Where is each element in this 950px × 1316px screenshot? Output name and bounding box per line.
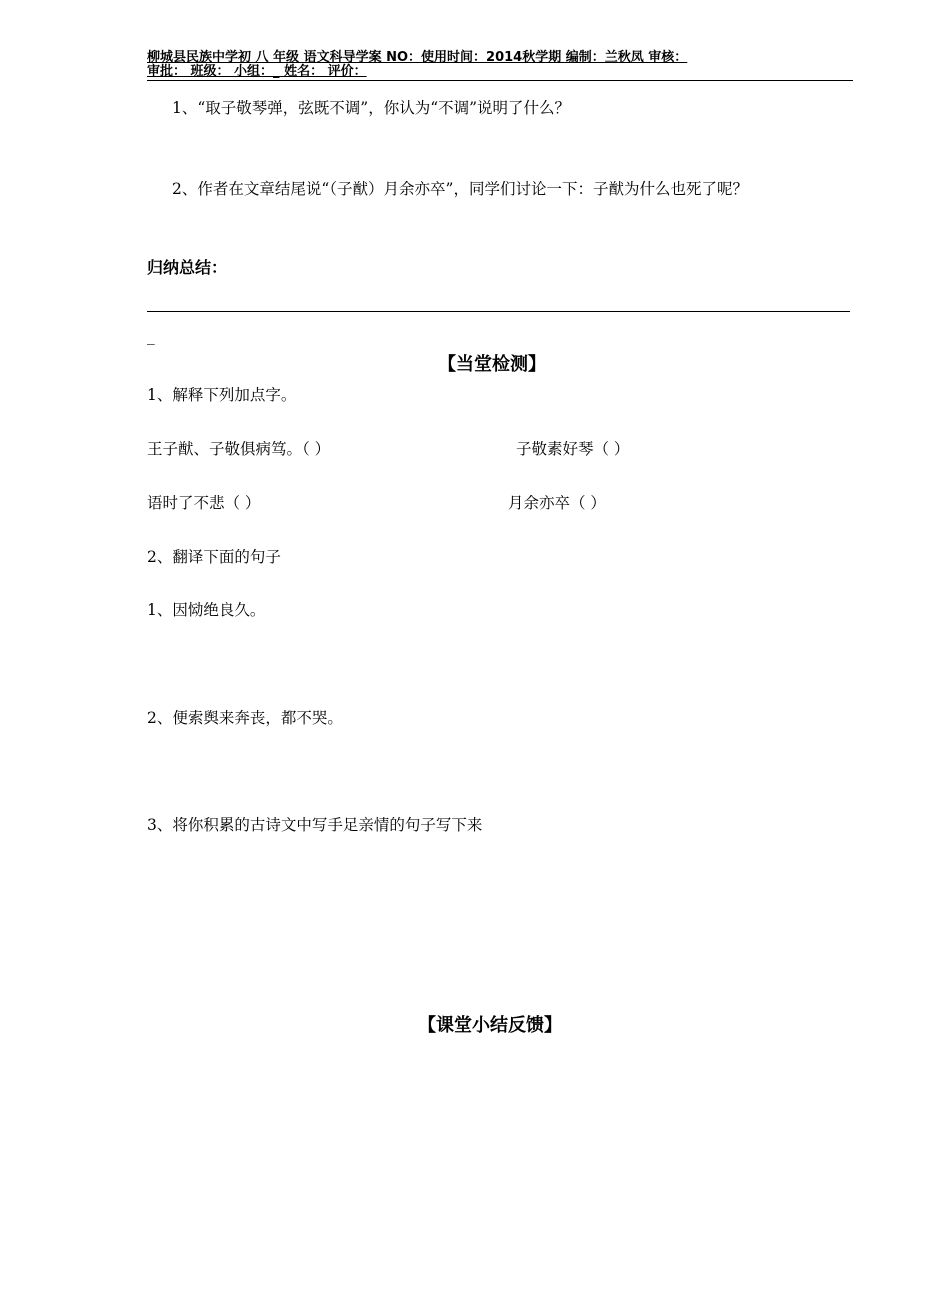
fill-blank-item: 月余亦卒（ ） bbox=[508, 494, 606, 512]
summary-answer-tail: _ bbox=[147, 327, 155, 345]
discussion-question-1: 1、“取子敬琴弹，弦既不调”，你认为“不调”说明了什么？ bbox=[172, 99, 571, 117]
section-title-in-class-test: 【当堂检测】 bbox=[438, 354, 546, 375]
header-rule bbox=[147, 80, 853, 81]
discussion-question-2: 2、作者在文章结尾说“（子猷）月余亦卒”，同学们讨论一下：子猷为什么也死了呢？ bbox=[172, 180, 748, 198]
header-line-2: 审批： 班级： 小组：_ 姓名： 评价： bbox=[147, 64, 367, 79]
fill-blank-item: 王子猷、子敬俱病笃。（ ） bbox=[147, 440, 331, 458]
summary-answer-line bbox=[147, 311, 850, 312]
fill-blank-item: 语时了不悲（ ） bbox=[147, 494, 261, 512]
header-line-1: 柳城县民族中学初 八 年级 语文科导学案 NO：使用时间：2014秋学期 编制：兰秋凤 审核： bbox=[147, 50, 688, 65]
translate-sentence-1: 1、因恸绝良久。 bbox=[147, 601, 266, 619]
test-item-1: 1、解释下列加点字。 bbox=[147, 386, 297, 404]
summary-label: 归纳总结： bbox=[147, 258, 228, 277]
test-item-3: 3、将你积累的古诗文中写手足亲情的句子写下来 bbox=[147, 816, 483, 834]
test-item-2: 2、翻译下面的句子 bbox=[147, 548, 281, 566]
translate-sentence-2: 2、便索舆来奔丧，都不哭。 bbox=[147, 709, 343, 727]
fill-blank-item: 子敬素好琴（ ） bbox=[516, 440, 630, 458]
section-title-class-feedback: 【课堂小结反馈】 bbox=[418, 1015, 562, 1036]
